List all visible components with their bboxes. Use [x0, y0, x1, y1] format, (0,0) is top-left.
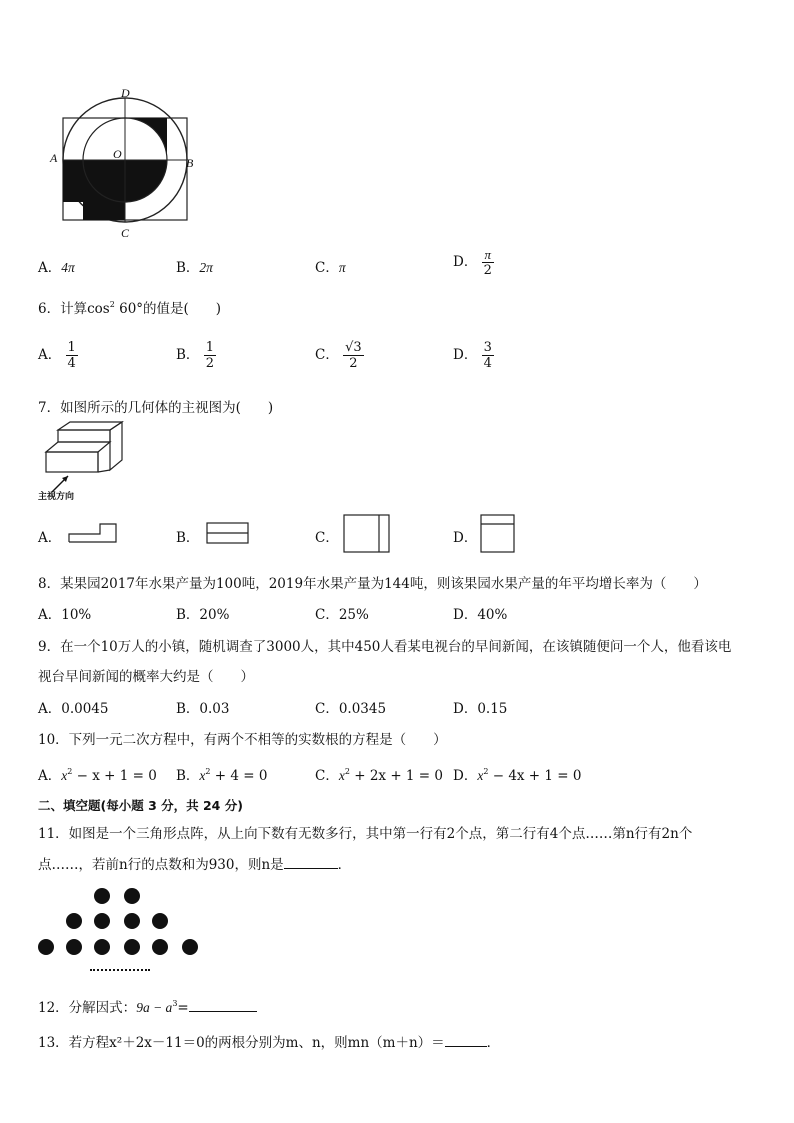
- q7-stem: 7．如图所示的几何体的主视图为( ): [38, 400, 274, 416]
- dot: [124, 939, 140, 955]
- q5-option-c[interactable]: C．π: [315, 260, 346, 276]
- fraction: $\frac{1}{4}$: [67, 340, 76, 371]
- point-label-d: D: [121, 86, 130, 100]
- q6-option-c[interactable]: C． $\frac{√3}{2}$: [315, 340, 362, 371]
- point-label-a: A: [50, 151, 58, 165]
- q5-option-d[interactable]: D． $\frac{\pi}{2}$: [453, 247, 492, 278]
- q6-stem: 6．计算$\cos^2 60^\circ$的值是( ): [38, 300, 222, 317]
- dot: [94, 913, 110, 929]
- point-label-c: C: [121, 226, 130, 240]
- q9-option-b[interactable]: B．0.03: [176, 701, 230, 717]
- dot: [66, 913, 82, 929]
- q5-option-b[interactable]: B．2π: [176, 260, 213, 276]
- dot: [152, 939, 168, 955]
- dot-triangle-figure: [36, 886, 206, 976]
- q5-option-a[interactable]: A．4π: [38, 260, 75, 276]
- q6-option-b[interactable]: B． $\frac{1}{2}$: [176, 340, 214, 371]
- q9-option-c[interactable]: C．0.0345: [315, 701, 387, 717]
- q9-stem-line-1: 9．在一个10万人的小镇，随机调查了3000人，其中450人看某电视台的早间新闻，在该镇随便问一个人，他看该电: [38, 639, 732, 655]
- q8-option-b[interactable]: B．20%: [176, 607, 230, 623]
- fraction: $\frac{3}{4}$: [483, 340, 492, 371]
- dot: [66, 939, 82, 955]
- q10-option-c[interactable]: C．$x^2 + 2x + 1 = 0$: [315, 767, 444, 784]
- q10-option-a[interactable]: A．$x^2 - x + 1 = 0$: [38, 767, 157, 784]
- q7-option-b[interactable]: B．: [176, 530, 200, 546]
- q9-stem-line-2: 视台早间新闻的概率大约是（ ）: [38, 669, 254, 685]
- dot: [152, 913, 168, 929]
- q9-option-d[interactable]: D．0.15: [453, 701, 508, 717]
- q7-option-b-shape: [206, 521, 250, 545]
- q11-stem-line-2: 点……，若前n行的点数和为930，则n是 ．: [38, 857, 352, 873]
- q7-option-d[interactable]: D．: [453, 530, 478, 546]
- answer-blank[interactable]: [189, 999, 257, 1012]
- view-direction-label: 主视方向: [38, 492, 75, 502]
- answer-blank[interactable]: [284, 856, 338, 869]
- q6-option-d[interactable]: D． $\frac{3}{4}$: [453, 340, 492, 371]
- answer-blank[interactable]: [445, 1034, 487, 1047]
- q11-stem-line-1: 11．如图是一个三角形点阵，从上向下数有无数多行，其中第一行有2个点，第二行有4个点……第n行有2n个: [38, 826, 693, 842]
- dot: [124, 888, 140, 904]
- q8-stem: 8．某果园2017年水果产量为100吨，2019年水果产量为144吨，则该果园水果产量的年平均增长率为（ ）: [38, 576, 707, 592]
- q7-option-a-shape: [68, 521, 118, 545]
- dot: [124, 913, 140, 929]
- q10-option-d[interactable]: D．$x^2 - 4x + 1 = 0$: [453, 767, 582, 784]
- fraction: $\frac{1}{2}$: [205, 340, 214, 371]
- q6-option-a[interactable]: A． $\frac{1}{4}$: [38, 340, 76, 371]
- q8-option-a[interactable]: A．10%: [38, 607, 92, 623]
- dot: [94, 888, 110, 904]
- q13-stem: 13．若方程x²＋2x－11＝0的两根分别为m、n，则mn（m＋n）＝ ．: [38, 1035, 501, 1051]
- dot: [94, 939, 110, 955]
- q7-option-c-shape: [343, 514, 391, 554]
- section-heading: 二、填空题(每小题 3 分，共 24 分): [38, 798, 243, 813]
- q8-option-d[interactable]: D．40%: [453, 607, 508, 623]
- fraction: $\frac{√3}{2}$: [345, 340, 362, 371]
- dot: [182, 939, 198, 955]
- point-label-b: B: [186, 156, 194, 170]
- q7-option-c[interactable]: C．: [315, 530, 339, 546]
- point-label-o: O: [113, 147, 122, 161]
- dot: [38, 939, 54, 955]
- q7-option-d-shape: [480, 514, 516, 554]
- q8-option-c[interactable]: C．25%: [315, 607, 369, 623]
- q7-option-a[interactable]: A．: [38, 530, 62, 546]
- q7-solid-figure: [38, 420, 128, 498]
- q9-option-a[interactable]: A．0.0045: [38, 701, 109, 717]
- q12-stem: 12．分解因式：$9a - a^3=$: [38, 996, 257, 1016]
- q10-stem: 10．下列一元二次方程中，有两个不相等的实数根的方程是（ ）: [38, 732, 447, 748]
- continuation-dashes: [90, 969, 150, 971]
- q10-option-b[interactable]: B．$x^2 + 4 = 0$: [176, 767, 268, 784]
- fraction: $\frac{\pi}{2}$: [483, 247, 492, 278]
- q5-circle-figure: [40, 82, 210, 244]
